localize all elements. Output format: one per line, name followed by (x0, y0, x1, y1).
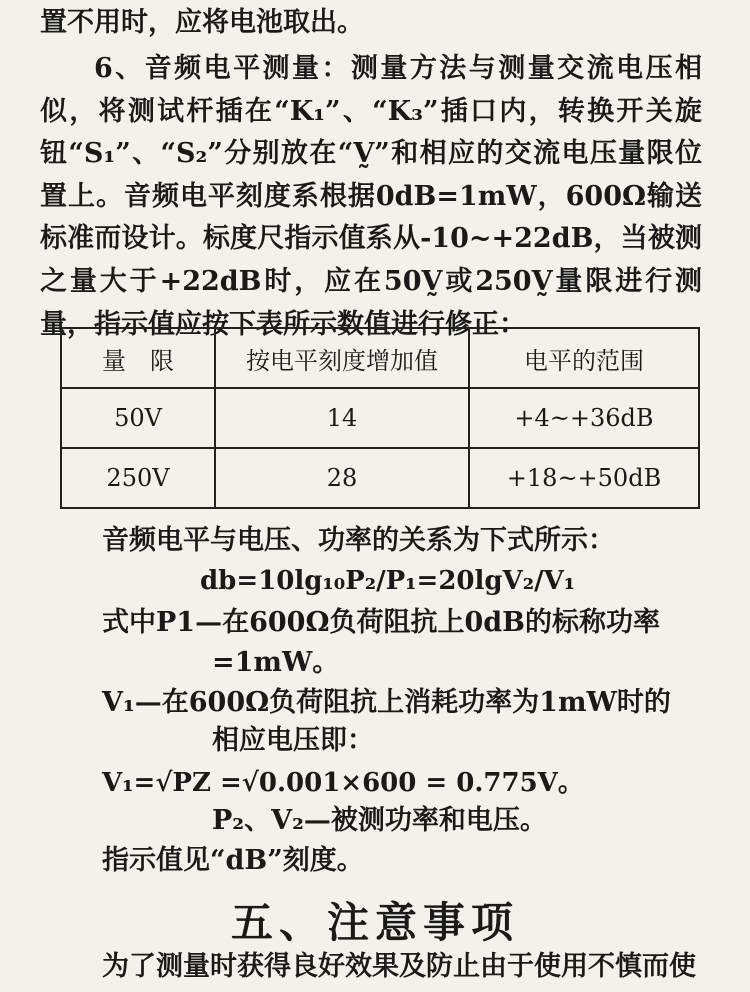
table-header-cell: 量 限 (61, 328, 215, 388)
line-p1-value: =1mW。 (212, 647, 340, 678)
line-v1-definition: V₁—在600Ω负荷阻抗上消耗功率为1mW时的 (102, 687, 671, 718)
correction-table (60, 327, 700, 509)
line-last: 为了测量时获得良好效果及防止由于使用不慎而使 (102, 951, 696, 982)
line-p2-v2: P₂、V₂—被测功率和电压。 (212, 805, 547, 836)
table-header-row (61, 328, 699, 388)
section-heading: 五、注意事项 (230, 898, 519, 947)
formula-v1: V₁=√PZ =√0.001×600 = 0.775V。 (102, 768, 584, 798)
formula-db: db=10lg₁₀P₂/P₁=20lgV₂/V₁ (200, 566, 576, 596)
line-continuation: 置不用时，应将电池取出。 (40, 7, 364, 38)
table-cell: 14 (215, 388, 469, 448)
table-header-cell: 按电平刻度增加值 (215, 328, 469, 388)
relation-intro: 音频电平与电压、功率的关系为下式所示： (102, 525, 615, 556)
table-cell: +18~+50dB (469, 448, 699, 508)
line-v1-cont: 相应电压即： (212, 725, 374, 756)
table-cell: 28 (215, 448, 469, 508)
table-row (61, 388, 699, 448)
table-cell: 250V (61, 448, 215, 508)
line-p1-definition: 式中P1—在600Ω负荷阻抗上0dB的标称功率 (102, 607, 660, 638)
table-cell: +4~+36dB (469, 388, 699, 448)
paragraph-audio-level: 6、音频电平测量：测量方法与测量交流电压相似，将测试杆插在“K₁”、“K₃”插口内，转换开关旋钮“S₁”、“S₂”分别放在“V̰”和相应的交流电压量限位置上。音频电平刻度系根据0dB=1mW，600Ω输送标准而设计。标度尺指示值系从-10~+22dB，当被测之量大于+22dB时，应在50V̰或250V̰量限进行测量，指示值应按下表所示数值进行修正： (40, 53, 702, 340)
line-scale-note: 指示值见“dB”刻度。 (102, 845, 364, 876)
table-row (61, 448, 699, 508)
table-cell: 50V (61, 388, 215, 448)
table-header-cell: 电平的范围 (469, 328, 699, 388)
